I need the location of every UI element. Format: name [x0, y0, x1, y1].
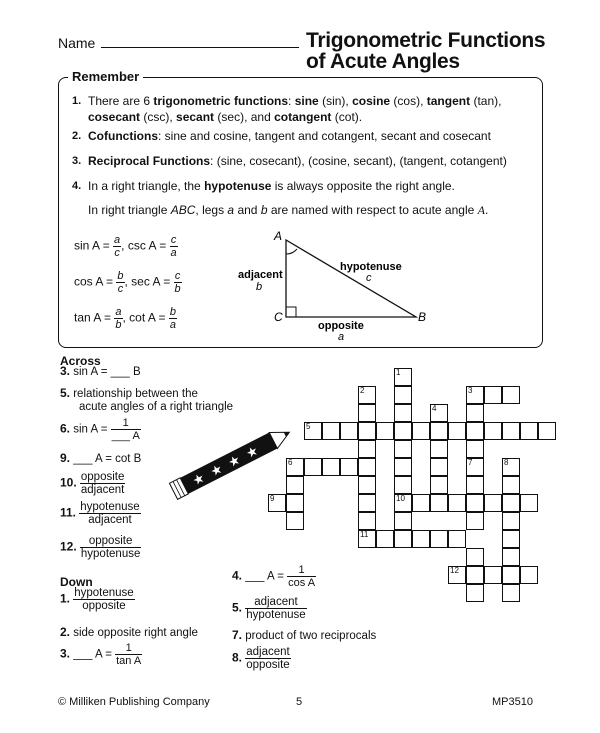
text: sin A =	[74, 238, 110, 253]
clue-number: 6.	[60, 421, 71, 436]
crossword-cell[interactable]	[394, 476, 412, 494]
clue-number: 11.	[60, 505, 77, 520]
text: , csc A =	[121, 238, 167, 253]
text: cotangent	[274, 110, 332, 124]
crossword-cell[interactable]	[412, 530, 430, 548]
text: are named with respect to acute angle	[267, 203, 478, 217]
crossword-cell[interactable]	[286, 512, 304, 530]
crossword-cell[interactable]	[448, 494, 466, 512]
crossword-cell[interactable]	[466, 584, 484, 602]
numerator: a	[115, 306, 122, 318]
crossword-cell[interactable]	[484, 422, 502, 440]
crossword-cell[interactable]	[394, 530, 412, 548]
crossword-cell[interactable]	[430, 530, 448, 548]
text: .	[484, 203, 489, 217]
text: (csc),	[140, 110, 177, 124]
hypotenuse-var: c	[366, 272, 372, 284]
denominator: adjacent	[88, 514, 132, 526]
denominator: cos A	[288, 577, 316, 589]
adjacent-label: adjacent	[238, 269, 283, 281]
clue-text: product of two reciprocals	[245, 630, 377, 642]
crossword-cell[interactable]	[520, 566, 538, 584]
crossword-cell[interactable]	[502, 512, 520, 530]
crossword-cell[interactable]	[394, 458, 412, 476]
clue-text: ___ A =	[245, 570, 284, 583]
crossword-cell[interactable]	[358, 512, 376, 530]
denominator: tan A	[116, 655, 142, 667]
text: tangent	[426, 94, 471, 108]
crossword-cell[interactable]	[466, 404, 484, 422]
grid-number: 6	[288, 458, 293, 467]
crossword-cell[interactable]	[430, 422, 448, 440]
numerator: 1	[287, 564, 316, 577]
opposite-var: a	[338, 331, 345, 343]
crossword-cell[interactable]	[502, 476, 520, 494]
crossword-cell[interactable]	[502, 530, 520, 548]
page-number: 5	[296, 696, 303, 708]
denominator: b	[115, 319, 122, 331]
clue-number: 7.	[232, 628, 243, 642]
clue-number: 9.	[60, 451, 71, 465]
crossword-cell[interactable]	[502, 548, 520, 566]
crossword-cell[interactable]	[484, 566, 502, 584]
crossword-cell[interactable]	[484, 386, 502, 404]
grid-number: 7	[468, 458, 473, 467]
clue-text: sin A = ___ B	[73, 366, 141, 378]
denominator: ___ A	[111, 430, 140, 442]
clue-text: acute angles of a right triangle	[79, 401, 234, 413]
item-number: 3.	[72, 155, 82, 167]
text: trigonometric functions	[153, 94, 289, 108]
text: cosecant	[88, 110, 141, 124]
crossword-cell[interactable]	[394, 440, 412, 458]
denominator: hypotenuse	[80, 548, 141, 560]
crossword-cell[interactable]	[394, 386, 412, 404]
text: (cos),	[390, 94, 427, 108]
text: (sin),	[318, 94, 353, 108]
crossword-cell[interactable]	[502, 566, 520, 584]
text: In a right triangle, the	[88, 179, 205, 193]
grid-number: 10	[396, 494, 405, 503]
crossword-cell[interactable]	[430, 494, 448, 512]
grid-number: 8	[504, 458, 509, 467]
vertex-b-label: B	[418, 310, 427, 324]
grid-number: 3	[468, 386, 473, 395]
crossword-cell[interactable]	[430, 458, 448, 476]
grid-number: 12	[450, 566, 459, 575]
crossword-cell[interactable]	[358, 476, 376, 494]
denominator: opposite	[246, 659, 290, 671]
text: A	[477, 203, 485, 217]
crossword-cell[interactable]	[412, 494, 430, 512]
grid-number: 11	[360, 530, 369, 539]
grid-number: 4	[432, 404, 437, 413]
clue-number: 3.	[60, 646, 71, 661]
star-icon: ★	[225, 451, 243, 471]
numerator: 1	[111, 417, 141, 430]
title-line-2: of Acute Angles	[306, 50, 460, 73]
footer-copyright: © Milliken Publishing Company	[58, 696, 210, 708]
text: tan A =	[74, 310, 112, 325]
crossword-cell[interactable]	[502, 422, 520, 440]
vertex-a-label: A	[274, 229, 283, 243]
crossword-cell[interactable]	[394, 404, 412, 422]
crossword-cell[interactable]	[286, 494, 304, 512]
crossword-cell[interactable]	[376, 422, 394, 440]
text: : (sine, cosecant), (cosine, secant), (tangent, cotangent)	[210, 154, 507, 168]
clue-number: 2.	[60, 625, 71, 639]
numerator: c	[174, 270, 181, 282]
crossword-cell[interactable]	[466, 566, 484, 584]
numerator: hypotenuse	[74, 587, 134, 599]
text: (tan),	[470, 94, 502, 108]
crossword-cell[interactable]	[484, 494, 502, 512]
clue-number: 10.	[60, 475, 77, 490]
denominator: adjacent	[80, 484, 125, 496]
remember-label: Remember	[68, 69, 143, 84]
text: cos A =	[74, 274, 114, 289]
numerator: b	[169, 306, 177, 318]
star-icon: ★	[207, 460, 225, 480]
numerator: a	[114, 234, 121, 246]
numerator: 1	[115, 642, 142, 655]
text: (sec), and	[214, 110, 275, 124]
text: a	[227, 203, 235, 217]
text: (cot).	[331, 110, 363, 124]
vertex-c-label: C	[274, 310, 283, 324]
text: Cofunctions	[88, 129, 158, 143]
grid-number: 5	[306, 422, 311, 431]
crossword-cell[interactable]	[304, 458, 322, 476]
crossword-cell[interactable]	[466, 476, 484, 494]
text: , cot A =	[122, 310, 166, 325]
text: cosine	[352, 94, 391, 108]
title-line-1: Trigonometric Functions	[306, 29, 546, 52]
down-heading: Down	[60, 575, 93, 589]
item-number: 2.	[72, 130, 82, 142]
crossword-cell[interactable]	[358, 458, 376, 476]
clue-text: side opposite right angle	[73, 627, 198, 639]
item-number: 1.	[72, 95, 82, 107]
clue-text: ___ A =	[73, 648, 112, 661]
crossword-cell[interactable]	[466, 494, 484, 512]
crossword-cell[interactable]	[448, 530, 466, 548]
denominator: c	[117, 283, 124, 295]
crossword-cell[interactable]	[358, 404, 376, 422]
crossword-cell[interactable]	[340, 422, 358, 440]
crossword-cell[interactable]	[502, 584, 520, 602]
clue-number: 5.	[232, 600, 243, 615]
denominator: c	[114, 247, 120, 259]
star-icon: ★	[189, 469, 208, 489]
numerator: opposite	[80, 471, 125, 483]
denominator: opposite	[82, 600, 126, 612]
item-number: 4.	[72, 180, 82, 192]
adjacent-var: b	[256, 281, 263, 293]
crossword-cell[interactable]	[466, 422, 484, 440]
denominator: a	[169, 319, 177, 331]
text: There are 6	[88, 94, 154, 108]
star-icon: ★	[243, 442, 261, 462]
grid-number: 2	[360, 386, 365, 395]
clue-number: 3.	[60, 364, 71, 378]
crossword-cell[interactable]	[286, 476, 304, 494]
text: secant	[176, 110, 215, 124]
crossword-cell[interactable]	[394, 422, 412, 440]
crossword-cell[interactable]	[358, 440, 376, 458]
numerator: b	[117, 270, 124, 282]
crossword-cell[interactable]	[502, 494, 520, 512]
clue-text: relationship between the	[73, 388, 198, 400]
name-label: Name	[58, 35, 96, 51]
text: is always opposite the right angle.	[271, 179, 455, 193]
numerator: adjacent	[245, 596, 306, 609]
hypotenuse-label: hypotenuse	[340, 261, 402, 273]
numerator: adjacent	[246, 646, 290, 658]
clue-text: ___ A = cot B	[73, 453, 142, 465]
product-code: MP3510	[492, 696, 533, 708]
numerator: hypotenuse	[80, 501, 140, 513]
clue-number: 5.	[60, 386, 71, 400]
text: ABC	[170, 203, 196, 217]
across-heading: Across	[60, 354, 101, 368]
crossword-cell[interactable]	[340, 458, 358, 476]
crossword-cell[interactable]	[322, 458, 340, 476]
crossword-cell[interactable]	[358, 494, 376, 512]
crossword-cell[interactable]	[520, 494, 538, 512]
denominator: hypotenuse	[246, 609, 306, 621]
opposite-label: opposite	[318, 320, 364, 332]
crossword-cell[interactable]	[358, 422, 376, 440]
text: Reciprocal Functions	[88, 154, 211, 168]
crossword-cell[interactable]	[412, 422, 430, 440]
text: In right triangle	[88, 203, 171, 217]
text: : sine and cosine, tangent and cotangent, secant and cosecant	[158, 129, 491, 143]
text: , sec A =	[124, 274, 171, 289]
text: , legs	[195, 203, 228, 217]
text: :	[288, 94, 295, 108]
text: and	[234, 203, 261, 217]
crossword-cell[interactable]	[466, 548, 484, 566]
grid-number: 1	[396, 368, 401, 377]
clue-number: 8.	[232, 650, 243, 665]
clue-number: 4.	[232, 568, 243, 583]
text: b	[260, 203, 268, 217]
crossword-cell[interactable]	[466, 440, 484, 458]
crossword-cell[interactable]	[394, 512, 412, 530]
text: hypotenuse	[204, 179, 272, 193]
numerator: c	[170, 234, 177, 246]
text: sine	[294, 94, 319, 108]
denominator: b	[174, 283, 181, 295]
clue-number: 1.	[60, 591, 71, 606]
grid-number: 9	[270, 494, 275, 503]
crossword-cell[interactable]	[502, 386, 520, 404]
crossword-cell[interactable]	[466, 512, 484, 530]
crossword-cell[interactable]	[430, 476, 448, 494]
denominator: a	[170, 247, 177, 259]
crossword-cell[interactable]	[376, 530, 394, 548]
crossword-cell[interactable]	[322, 422, 340, 440]
crossword-cell[interactable]	[520, 422, 538, 440]
crossword-cell[interactable]	[430, 440, 448, 458]
clue-text: sin A =	[73, 423, 108, 436]
numerator: opposite	[80, 535, 141, 548]
clue-number: 12.	[60, 539, 77, 554]
crossword-cell[interactable]	[538, 422, 556, 440]
crossword-cell[interactable]	[448, 422, 466, 440]
